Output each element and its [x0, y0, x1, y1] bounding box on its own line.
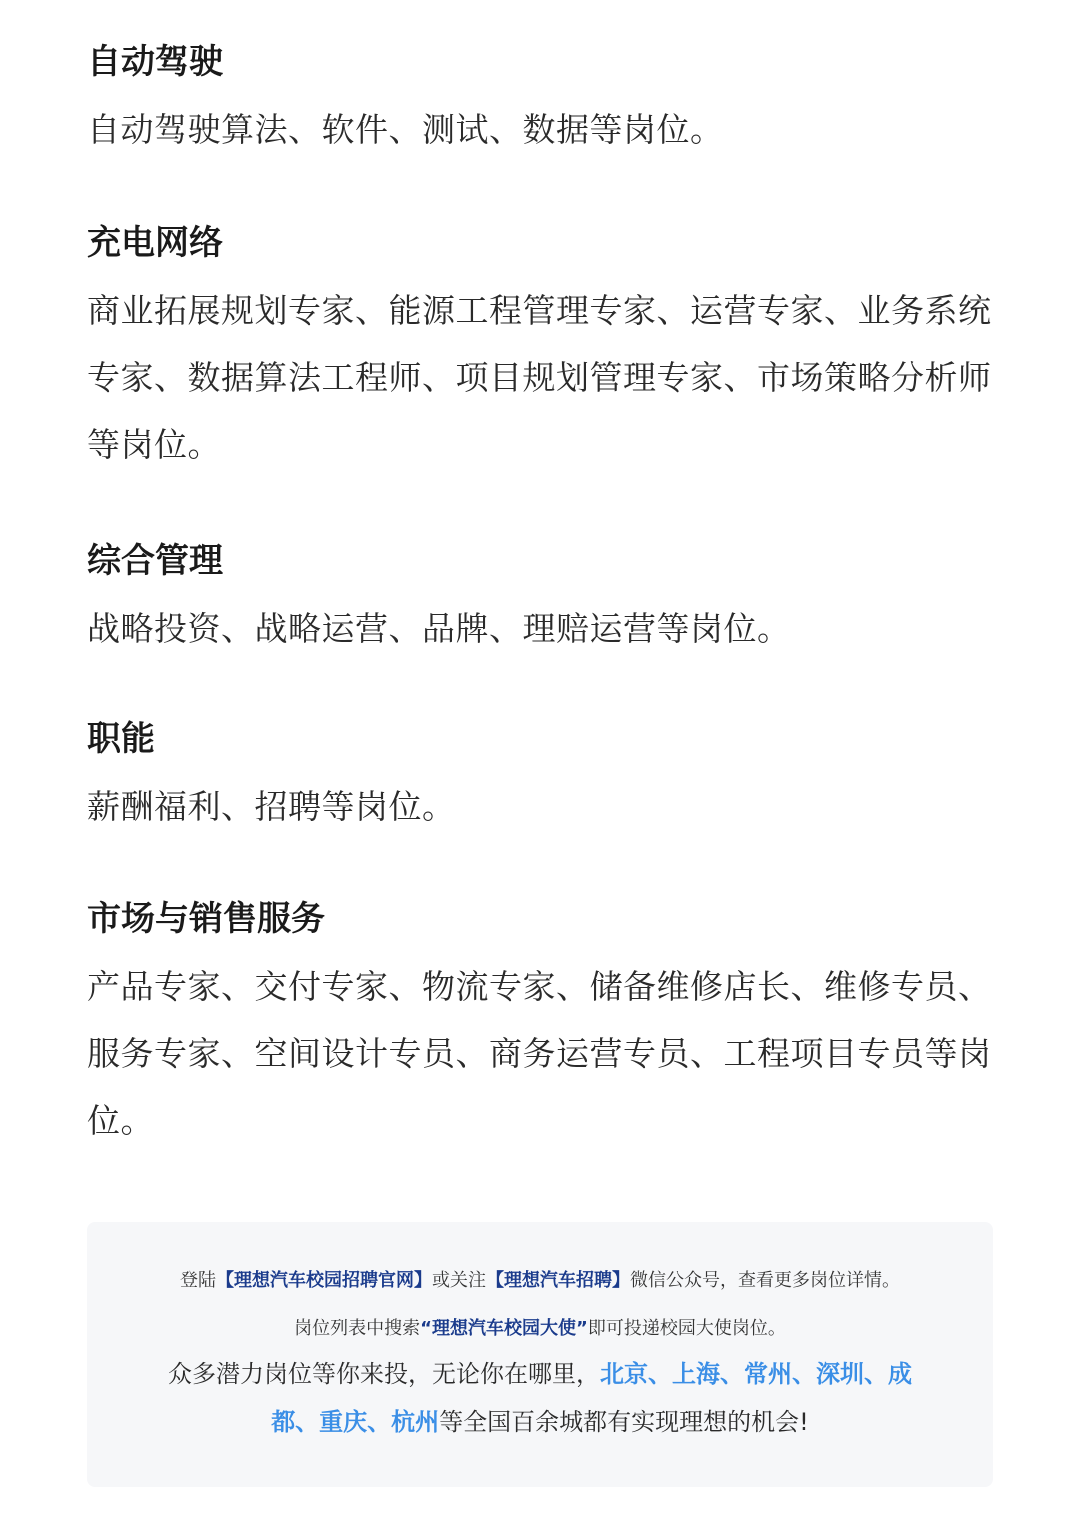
section-title: 综合管理: [87, 541, 223, 581]
section-title: 职能: [87, 719, 155, 759]
info-text: 即可投递校园大使岗位。: [587, 1318, 786, 1339]
section-title: 充电网络: [87, 223, 223, 263]
ambassador-keyword: “理想汽车校园大使”: [420, 1318, 588, 1339]
section-title: 自动驾驶: [87, 42, 223, 82]
info-box: [87, 1222, 993, 1487]
info-text: 岗位列表中搜索: [294, 1318, 421, 1339]
info-text: 微信公众号，查看更多岗位详情。: [630, 1270, 900, 1291]
wechat-account-link[interactable]: 【理想汽车招聘】: [486, 1270, 630, 1291]
section-body: 薪酬福利、招聘等岗位。: [87, 787, 456, 826]
section-functions: [87, 715, 997, 840]
section-autonomous-driving: [87, 38, 997, 163]
city-list: 北京、上海、常州、深圳、成都、重庆、杭州: [271, 1360, 912, 1436]
info-text: 登陆: [180, 1270, 216, 1291]
section-body: 自动驾驶算法、软件、测试、数据等岗位。: [87, 110, 724, 149]
section-body: 商业拓展规划专家、能源工程管理专家、运营专家、业务系统专家、数据算法工程师、项目规划管理专家、市场策略分析师等岗位。: [87, 291, 992, 464]
official-site-link[interactable]: 【理想汽车校园招聘官网】: [216, 1270, 432, 1291]
section-body: 产品专家、交付专家、物流专家、储备维修店长、维修专员、服务专家、空间设计专员、商务运营专员、工程项目专员等岗位。: [87, 967, 992, 1140]
info-text: 或关注: [432, 1270, 486, 1291]
info-text: 等全国百余城都有实现理想的机会!: [439, 1408, 809, 1436]
section-marketing-sales-service: [87, 895, 997, 1154]
section-body: 战略投资、战略运营、品牌、理赔运营等岗位。: [87, 609, 791, 648]
section-title: 市场与销售服务: [87, 899, 325, 939]
info-text: 众多潜力岗位等你来投，无论你在哪里，: [168, 1360, 600, 1388]
section-general-management: [87, 537, 997, 662]
info-line-cities: [157, 1350, 923, 1446]
info-line-official-site: [87, 1268, 993, 1294]
section-charging-network: [87, 219, 997, 478]
info-line-ambassador: [87, 1316, 993, 1342]
